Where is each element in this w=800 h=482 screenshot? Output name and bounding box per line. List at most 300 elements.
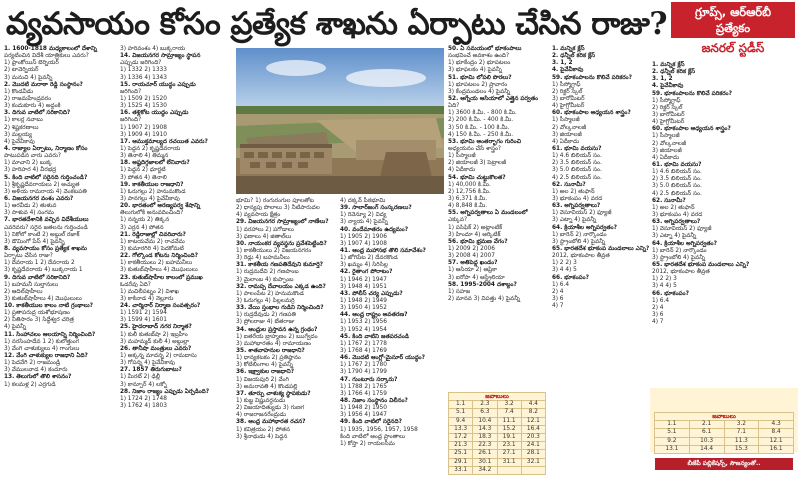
answer-row	[449, 417, 546, 425]
question-line: 1) బహమనీ సుల్తానులు	[4, 281, 59, 288]
answer-cell: 7.4	[497, 409, 521, 417]
question-line: 1) 1509 2) 1520	[120, 95, 167, 102]
question-line: 37. తూర్పు చాళుక్య స్థాపకుడు?	[236, 390, 311, 397]
answer-key-table-2	[654, 412, 794, 454]
question-line: 2012, భూకంపాల తీవ్రత	[652, 269, 710, 276]
question-line: 3) తెనాలి 4) తిమ్మన	[120, 153, 169, 160]
question-line: 3) గోపన్న 4) పైవేవీకావు	[120, 360, 175, 367]
question-line: 3) 1952 4) 1954	[340, 326, 387, 333]
question-line: 3) మైలాంబ 4) కుప్పాంబ	[236, 276, 294, 283]
question-line: 1) పెద్దన 2) ధూర్జటి	[120, 167, 166, 174]
answer-row	[449, 442, 546, 450]
question-line: 1) పెదవేగి 2) రాజమండ్రి	[4, 360, 61, 367]
answer-cell: 11.1	[497, 417, 521, 425]
question-line: 2) నీతిసారం 3) సిద్ధేశ్వర చరిత్ర	[4, 317, 74, 324]
question-line: 3. 1, 2	[552, 60, 573, 67]
answer-cell: 13.1	[655, 445, 690, 453]
question-line: 1) 1332 2) 1333	[120, 67, 167, 74]
answer-row	[655, 437, 794, 445]
question-line: 2) వోల్కనాలజీ	[552, 124, 587, 131]
question-line: 65. భారతదేశ భూకంప మండలాలు ఎన్ని?	[652, 261, 750, 268]
question-line: 4. పైవేవీకావు	[552, 67, 584, 74]
question-line: 63. అగ్నిపర్వతాలు?	[552, 203, 601, 210]
question-line: 2) 12,756 కి.మీ.	[448, 188, 491, 195]
question-line: 3) కుతుబ్‌షాహీలు 4) మొఘలులు	[4, 295, 82, 302]
answer-cell: 5.1	[449, 409, 473, 417]
answer-cell: 10.4	[473, 417, 497, 425]
question-line: 3) కోటిలింగాల 4) పైవన్నీ	[236, 362, 294, 369]
section-label: జనరల్ స్టడీస్	[701, 41, 765, 55]
question-line: 1) రుద్రదేవుడు 2) గణపతి	[236, 312, 296, 319]
question-line: 21. రెడ్డిరాజుల్లో చివరివారు?	[120, 231, 186, 238]
question-line: 1) అక్కన్న మాదన్న 2) రామదాసు	[120, 353, 197, 360]
question-line: 1. మన్నిక క్లేస్	[552, 46, 585, 52]
answer-cell: 33.1	[449, 466, 473, 474]
question-line: 2) శిష్టకరణాలు	[4, 124, 39, 131]
question-line: 1) వెసూవియస్ 2) ఫ్యూజీ	[552, 210, 612, 217]
answer-cell: 26.1	[473, 450, 497, 458]
question-line: 32. రామప్ప దేవాలయం ఎక్కడ ఉంది?	[236, 283, 326, 290]
question-line: 3) ఓరుగల్లు 4) పిల్లలమర్రి	[236, 297, 295, 304]
answer-row	[449, 458, 546, 466]
answer-cell: 23.1	[497, 442, 521, 450]
question-line: 3) వేములవాడ 4) కందూరు	[4, 367, 68, 374]
question-line: 3) 6,371 కి.మీ.	[448, 195, 488, 202]
answer-cell: 14.4	[689, 445, 724, 453]
answer-cell: 7.1	[724, 429, 759, 437]
question-line: 1) సీస్మాలజీ	[552, 117, 580, 124]
question-line: 2) రిక్టర్ స్కేల్	[652, 104, 683, 111]
question-line: ఏర్పాటు చేసిన రాజు?	[4, 253, 53, 260]
question-line: 1) కాకతీయులు 2) విజయనగరం	[236, 247, 312, 254]
question-line: 4) 8,848 కి.మీ.	[448, 203, 488, 210]
question-line: 64. క్రియాశీల అగ్నిపర్వతం?	[552, 224, 617, 231]
question-line: 3) మల్లయ్య	[4, 131, 33, 138]
question-line: 3) హిందూ 4) ఆర్కిటిక్	[448, 231, 501, 238]
question-line: 3) 6	[552, 295, 564, 302]
answer-cell: 12.1	[759, 437, 794, 445]
question-line: 8. వ్యవసాయం కోసం ప్రత్యేక శాఖను	[4, 245, 87, 252]
question-line: 3) మనుచి 4) పైవన్నీ	[4, 74, 53, 81]
answer-cell: 28.1	[521, 450, 545, 458]
answer-cell: 20.3	[521, 434, 545, 442]
question-line: 3) 1336 4) 1343	[120, 74, 167, 81]
question-line: 10. కాకతీయుల కాలం నాటి గ్రంథాలు?	[4, 303, 93, 310]
question-line: 2) 3.5 బిలియన్ సం.	[552, 160, 602, 167]
answer-cell: 19.1	[497, 434, 521, 442]
question-line: 3) 4 4) 5	[552, 267, 577, 274]
question-line: 55. అగ్నిపర్వతాలు ఏ మండలంలో	[448, 210, 528, 217]
question-line: 3) 6	[652, 311, 664, 318]
question-line: ఎవరెవరు? సరైన జతలను గుర్తించండి	[4, 224, 88, 231]
question-line: 1) 3600 కి.మీ. - 800 కి.మీ.	[448, 110, 517, 117]
question-line: 2) రిక్టర్ స్కేల్	[552, 88, 583, 95]
question-line: 1) విజయపురి 2) వేంగి	[236, 376, 289, 383]
question-line: 1) ఆసియా 2) ఆఫ్రికా	[448, 267, 498, 274]
question-line: 2) 4	[552, 288, 564, 295]
question-line: 39. సాలార్‌జంగ్ సంస్కరణలు?	[340, 205, 412, 212]
question-line: 2) టావెర్నియర్	[4, 67, 39, 74]
question-line: 18. అష్టదిగ్గజాలలో లేనివారు?	[120, 160, 190, 167]
question-line: 3) బారోమీటర్	[552, 95, 585, 102]
answer-cell: 27.1	[497, 450, 521, 458]
question-line: ఏది?	[448, 103, 460, 110]
question-line: 22. గోల్కొండ కోటను నిర్మించింది?	[120, 253, 199, 260]
answer-cell: 1.1	[449, 401, 473, 409]
question-line: 3) ఎట్నా 4) పైవన్నీ	[552, 217, 597, 224]
question-line: 2) 3.5 బిలియన్ సం.	[652, 176, 702, 183]
question-line: 62. సునామీ?	[652, 197, 686, 204]
question-line: 3) కృష్ణదేవరాయ 4) బుక్కరాయ 1	[4, 267, 83, 274]
question-line: 1) 1953 2) 1956	[340, 319, 387, 326]
answer-row	[655, 445, 794, 453]
question-line: 26. తానీషా మంత్రులు ఎవరు?	[120, 345, 192, 352]
question-line: 1) బారెన్ 2) నార్కొండం	[652, 247, 707, 254]
headline: వ్యవసాయం కోసం ప్రత్యేక శాఖను ఏర్పాటు చేసిన రాజు?	[6, 6, 668, 42]
question-line: 1) ధాన్యకటకం 2) ప్రతిష్ఠానం	[236, 355, 301, 362]
answer-cell: 3.2	[497, 401, 521, 409]
answer-key-title: జవాబులు	[449, 393, 546, 401]
question-line: 2) రాజమహేంద్రవరం	[4, 95, 52, 102]
question-line: 1) మాచాని 2) బుక్క	[4, 160, 52, 167]
question-line: 40. వందేమాతరం ఉద్యమం?	[340, 226, 409, 233]
question-line: 1) ఐతరేయ బ్రాహ్మణం 2) ఋగ్వేదం	[236, 333, 318, 340]
question-line: 3) బారోమీటర్	[652, 111, 685, 118]
question-line: 1) కాటయవేమ 2) రాచవేమ	[120, 238, 185, 245]
answer-cell: 1.1	[655, 421, 690, 429]
question-line: ఎక్కువ?	[448, 217, 468, 224]
question-line: ఓడరేవు ఏది?	[120, 281, 151, 288]
question-line: 4) వ్యవసాయ క్షేత్రం	[236, 212, 281, 219]
answer-cell: 30.1	[473, 458, 497, 466]
question-line: 2) జియాలజీ 3) పెట్రాలజీ	[448, 160, 507, 167]
question-line: 52. ఆగ్నేయ ఆసియాలో ఎత్తైన పర్వతం	[448, 95, 539, 102]
question-line: 35. శాతవాహనుల రాజధాని?	[236, 347, 305, 354]
question-line: 3) 1956 4) 1947	[340, 412, 387, 419]
answer-cell: 8.4	[759, 429, 794, 437]
question-line: 1) మచిలీపట్నం 2) విశాఖ	[120, 288, 180, 295]
question-line: 1) 1591 2) 1594	[120, 310, 167, 317]
question-line: 3) రెడ్లు 4) బహమనీలు	[236, 255, 290, 262]
question-column-7	[652, 62, 798, 386]
question-line: 7. భారతదేశానికి వచ్చిన విదేశీయులు	[4, 217, 89, 224]
question-line: 1) 1905 2) 1906	[340, 233, 387, 240]
question-line: 41. ఆంధ్ర మహాసభ తొలి సమావేశం?	[340, 247, 426, 254]
question-line: 4) 7	[552, 303, 564, 310]
answer-row	[655, 429, 794, 437]
question-line: 30. నాయంకర వ్యవస్థను ప్రవేశపెట్టింది?	[236, 240, 327, 247]
question-line: ఎప్పుడు జరిగింది?	[120, 60, 162, 67]
question-line: 4) 2.5 బిలియన్ సం.	[552, 174, 602, 181]
question-line: 1) ఫ్రాంకోయిస్ బెర్నియర్	[4, 60, 59, 67]
answer-cell: 12.1	[521, 417, 545, 425]
question-line: 28. నిజాం రాజ్యం ఎప్పుడు ఏర్పడింది?	[120, 388, 210, 395]
question-line: 1) కవిత్రయం 2) పోతన	[236, 426, 290, 433]
question-line: 1) 1948 2) 1949	[340, 297, 387, 304]
question-line: 3) మహమ్మద్ కులీ 4) అబ్దుల్లా	[120, 338, 190, 345]
question-line: 64. క్రియాశీల అగ్నిపర్వతం?	[652, 240, 717, 247]
question-line: 1) పెద్దన 2) కృష్ణదేవరాయ	[120, 145, 181, 152]
question-line: 14. విజయనగర సామ్రాజ్యం స్థాపన	[120, 53, 201, 60]
question-line: 3) 1525 4) 1530	[120, 103, 167, 110]
answer-key-title: జవాబులు	[655, 413, 794, 421]
question-column-4	[340, 198, 444, 447]
answer-cell: 11.3	[724, 437, 759, 445]
question-line: 1) కలమళ్ల 2) ఎర్రగుడి	[4, 381, 56, 388]
answer-cell: 16.4	[521, 425, 545, 433]
question-line: 61. భూమి వయసు?	[652, 161, 702, 168]
question-line: 3) సాళువ 4) సంగమ	[4, 210, 54, 217]
question-line: 1) వెసూవియస్ 2) ఫ్యూజీ	[652, 226, 712, 233]
answer-cell: 31.1	[497, 458, 521, 466]
question-line: 1) 1724 2) 1748	[120, 395, 167, 402]
question-line: 4. పైవేవీకావు	[652, 83, 684, 90]
question-line: 3) స్ట్రాంబోలి 4) పైవన్నీ	[552, 238, 606, 245]
question-line: 20. భారతంలో అరణ్యపర్వ శేషాన్ని	[120, 203, 201, 210]
answer-cell: 15.3	[724, 445, 759, 453]
question-line: 1) 6.4	[552, 281, 570, 288]
question-line: 4) ఏదీకాదు	[448, 167, 476, 174]
answer-cell: 9.2	[655, 437, 690, 445]
question-line: 3) అళియ రామరాయ 4) వెంకటపతి	[4, 188, 87, 195]
question-line: 3) 5.0 బిలియన్ సం.	[652, 183, 702, 190]
question-line: 53. భూమి అంతర్భాగం గురించి	[448, 138, 522, 145]
answer-row	[449, 425, 546, 433]
question-line: 1) 4.6 బిలియన్ సం.	[652, 169, 702, 176]
question-line: 1) దేవరాయ 1 2) దేవరాయ 2	[4, 260, 75, 267]
question-line: 1) నికోలో కాంటి 2) అబ్దుల్ రజాక్	[4, 231, 80, 238]
question-line: 1) రుద్రమదేవి 2) గణపాంబ	[236, 269, 299, 276]
question-line: సంభవించే అవకాశం ఉంది?	[448, 53, 510, 60]
question-line: 12. వేంగి చాళుక్యుల రాజధాని ఏది?	[4, 353, 88, 360]
question-line: 59. భూకంపాలను కొలిచే పరికరం?	[552, 74, 632, 81]
question-line: 57. అతిపెద్ద ఖండం?	[448, 260, 498, 267]
question-line: 58. 1995-2004 దశాబ్దం?	[448, 281, 517, 288]
question-line: 13. తెలుగులో తొలి శాసనం?	[4, 374, 72, 381]
answer-cell: 25.1	[449, 450, 473, 458]
question-line: 1) కులీ కుతుబ్‌షా 2) ఇబ్రహీం	[120, 331, 188, 338]
question-line: 9. దిగువ వాటిలో సరికానిది?	[4, 274, 71, 281]
question-line: 66. భూకంపం?	[652, 290, 689, 297]
question-line: 3) హరివంశం 4) బుక్కరాయ	[120, 46, 186, 52]
historic-site-image	[236, 48, 444, 194]
question-line: 3) పోతన 4) తెనాలి	[120, 174, 167, 181]
answer-cell: 3.2	[724, 421, 759, 429]
question-line: 47. గుంటూరు సర్కారు?	[340, 376, 398, 383]
answer-cell: 4.3	[759, 421, 794, 429]
question-line: 1) 1935, 1956, 1957, 1958	[340, 426, 418, 433]
question-line: 4) ఏదీకాదు	[652, 154, 680, 161]
question-line: 3) ప్రోలరాజు 4) బేతరాజు	[236, 319, 295, 326]
question-line: 2) వోల్కనాలజీ	[652, 140, 687, 147]
question-line: 51. భూమి లోపలి పొరలు?	[448, 74, 512, 81]
question-line: 3) భూకంపం 4) వరద	[552, 195, 603, 202]
question-line: 3) కాన్పూర్ 4) లక్నో	[120, 381, 167, 388]
question-line: 62. సునామీ?	[552, 181, 586, 188]
question-line: 1) నరసింహదేవ 1 2) కులోత్తుంగ	[4, 338, 80, 345]
answer-key-table-1	[448, 392, 546, 475]
question-line: 43. పోలీస్ చర్య ఎప్పుడు?	[340, 290, 403, 297]
question-line: 1) 2 2) 3	[652, 276, 677, 283]
answer-cell: 22.3	[473, 442, 497, 450]
answer-cell: 6.3	[473, 409, 497, 417]
question-line: 3) కాకినాడ 4) నెల్లూరు	[120, 295, 174, 302]
question-line: 3) 1950 4) 1952	[340, 305, 387, 312]
question-line: 16. తళ్లికోట యుద్ధం ఎప్పుడు	[120, 110, 189, 117]
question-line: 3) ఎర్రన 4) పోతన	[120, 224, 164, 231]
question-line: 65. భారతదేశ భూకంప మండలాలు ఎన్ని?	[552, 245, 650, 252]
question-line: 4) దక్కన్ పీఠభూమి	[340, 198, 386, 204]
question-column-6	[552, 46, 650, 386]
question-line: 3) 1768 4) 1769	[340, 347, 387, 354]
question-line: 2) మానవ 3) విపత్తు 4) పైవన్నీ	[448, 295, 521, 302]
question-line: 4) పైవన్నీ	[4, 324, 27, 331]
answer-row	[449, 434, 546, 442]
question-line: 1) రెవెన్యూ 2) విద్య	[340, 212, 387, 219]
question-line: 1) సీస్మోగ్రాఫ్	[552, 81, 581, 88]
answer-cell: 16.1	[759, 445, 794, 453]
question-line: 1) శ్రీకృష్ణదేవరాయలు 2) అచ్యుత	[4, 181, 80, 188]
question-line: 44. ఆంధ్ర రాష్ట్రం అవతరణ?	[340, 312, 408, 319]
question-line: 1) మీరట్ 2) ఢిల్లీ	[120, 374, 161, 381]
question-line: 3) హరిహర 4) వీరభద్ర	[4, 167, 57, 174]
question-line: 4) హైగ్రోమీటర్	[552, 103, 585, 110]
question-line: 1) సీస్మోగ్రాఫ్	[652, 97, 681, 104]
question-line: 4) 150 కి.మీ. - 250 కి.మీ.	[448, 131, 514, 138]
question-line: 33. వేయి స్తంభాల గుడిని నిర్మించింది?	[236, 305, 324, 312]
question-column-3	[236, 198, 336, 476]
question-line: 1) అల 2) తుఫాన్	[552, 188, 595, 195]
question-line: 3) కందుకూరు 4) అద్దంకి	[4, 103, 61, 110]
question-line: 1. మన్నిక క్లేస్	[652, 62, 685, 68]
question-line: 3) న్యాయ 4) పైవన్నీ	[340, 219, 388, 226]
question-line: 3) శ్రీనాథుడు 4) పెద్దన	[236, 433, 288, 440]
question-line: 66. భూకంపం?	[552, 274, 589, 281]
question-line: 2) 4	[652, 304, 664, 311]
question-line: 1) 4.6 బిలియన్ సం.	[552, 153, 602, 160]
answer-cell: 15.2	[497, 425, 521, 433]
question-line: 17. ఆముక్తమాల్యద రచయిత ఎవరు?	[120, 138, 208, 145]
question-line: జరిగింది?	[120, 117, 142, 124]
question-line: 3) 1948 4) 1951	[340, 283, 387, 290]
question-line: 3) 1766 4) 1759	[340, 390, 387, 397]
answer-cell: 2.3	[473, 401, 497, 409]
question-line: 15. రాయచూర్ యుద్ధం ఎప్పుడు	[120, 81, 196, 88]
question-line: పర్యటించిన విదేశీ యాత్రికులు ఎవరు?	[4, 53, 89, 60]
question-line: 4. రాజ్యాల ఏర్పాటు, నిర్మాణం కోసం	[4, 145, 88, 152]
answer-row	[449, 450, 546, 458]
question-line: 60. భూకంపాల అధ్యయన శాస్త్రం?	[652, 126, 731, 133]
question-line: 31. కాకతీయ గణపతిదేవుని కుమార్తె?	[236, 262, 323, 269]
question-line: 60. భూకంపాల అధ్యయన శాస్త్రం?	[552, 110, 631, 117]
question-line: భూమి? 1) రంగురంగుల పూలతోట	[236, 198, 315, 204]
answer-cell	[521, 466, 545, 474]
question-line: 23. కుతుబ్‌షాహీల కాలంలో ప్రముఖ	[120, 274, 203, 281]
question-line: 1) ఓరుగల్లు 2) హనుమకొండ	[120, 188, 186, 195]
question-line: 3) జియాలజీ	[652, 147, 682, 154]
question-line: 42. రైతాంగ పోరాటం?	[340, 269, 393, 276]
question-line: 4) రాజరాజనరేంద్రుడు	[236, 412, 286, 419]
question-line: 1) 40,000 కి.మీ.	[448, 181, 491, 188]
question-line: 3) డొమింగో పేస్ 4) పైవన్నీ	[4, 238, 65, 245]
question-line: 1) భూపటలం 2) ప్రావారం	[448, 81, 508, 88]
question-line: 1) సీస్మాలజీ	[448, 153, 476, 160]
question-line: 2. ధన్నీల్ కరిక క్లేస్	[552, 53, 596, 60]
question-line: 3) ఖమ్మం 4) సిరిసిల్ల	[340, 262, 388, 269]
question-line: 1) 2 2) 3	[552, 260, 577, 267]
question-line: 3) కుతుబ్‌షాహీలు 4) మొఘలులు	[120, 267, 198, 274]
answer-row	[449, 466, 546, 474]
question-line: 56. భూమి భ్రమణ వేగం?	[448, 238, 508, 245]
question-line: 1) నన్నయ 2) తిక్కన	[120, 217, 170, 224]
question-line: 3) అమరావతి 4) కొండపల్లి	[236, 383, 298, 390]
question-line: 54. భూమి చుట్టుకొలత?	[448, 174, 506, 181]
question-line: 1) 1946 2) 1947	[340, 276, 387, 283]
answer-cell: 9.4	[449, 417, 473, 425]
question-line: 2) ఆదిల్‌షాహీలు	[4, 288, 43, 295]
question-line: 63. అగ్నిపర్వతాలు?	[652, 219, 701, 226]
question-line: 2. మొదటి మరాఠా రెడ్డి సంస్థానం?	[4, 81, 83, 88]
question-line: 1) వరహాలు 2) పగోడాలు	[236, 226, 294, 233]
question-line: 46. మొదటి ఆంగ్లో-మైసూర్ యుద్ధం?	[340, 355, 425, 362]
question-line: 3) 1599 4) 1601	[120, 317, 167, 324]
question-line: 25. హైదరాబాద్ నగర నిర్మాత?	[120, 324, 192, 331]
answer-cell: 24.1	[521, 442, 545, 450]
answer-cell	[497, 466, 521, 474]
publisher-credit: బీజేపీ పబ్లికేషన్స్, సౌజన్యంతో..	[655, 458, 793, 470]
question-line: 3) 1907 4) 1908	[340, 240, 387, 247]
question-line: 1) అల 2) తుఫాన్	[652, 204, 695, 211]
question-line: 4) హైగ్రోమీటర్	[652, 119, 685, 126]
question-line: 3) 1909 4) 1910	[120, 131, 167, 138]
question-line: 2) ధాన్యపు పొలాలు 3) నీటిపారుదల	[236, 205, 320, 212]
question-line: 1) కాకతీయులు 2) బహమనీలు	[120, 260, 193, 267]
question-line: 19. కాకతీయుల రాజధాని?	[120, 181, 184, 188]
answer-cell: 5.1	[655, 429, 690, 437]
question-line: 4) 2.5 బిలియన్ సం.	[652, 190, 702, 197]
question-line: 1) బారెన్ 2) నార్కొండం	[552, 231, 607, 238]
question-column-1	[4, 46, 116, 476]
question-line: 3) కేంద్రమండలం 4) పైవన్నీ	[448, 88, 511, 95]
question-line: 3) ఐరోపా 4) ఆస్ట్రేలియా	[448, 274, 505, 281]
question-line: 1. 1600-1818 మధ్యకాలంలో దేశాన్ని	[4, 46, 97, 52]
answer-cell: 10.3	[689, 437, 724, 445]
question-line: 1) జోగిపేట 2) దేవరకొండ	[340, 255, 398, 262]
question-line: 29. విజయనగర సామ్రాజ్యంలో నాణేలు?	[236, 219, 329, 226]
question-line: 2) విజయాదిత్యుడు 3) గుణగ	[236, 405, 305, 412]
question-line: 3) జియాలజీ	[552, 131, 582, 138]
question-line: 3) 1762 4) 1803	[120, 403, 167, 410]
question-line: 5. కింది వాటిలో సరైనది గుర్తించండి?	[4, 174, 88, 181]
question-line: 1) 1948 2) 1950	[340, 405, 387, 412]
answer-cell: 32.1	[521, 458, 545, 466]
answer-cell: 18.3	[473, 434, 497, 442]
question-line: 1) కుబ్జ విష్ణువర్ధనుడు	[236, 397, 286, 404]
question-line: 1) 1767 2) 1778	[340, 340, 387, 347]
question-line: 2) 200 కి.మీ. - 400 కి.మీ.	[448, 117, 514, 124]
question-line: 3) స్ట్రాంబోలి 4) పైవన్నీ	[652, 254, 706, 261]
answer-cell: 14.3	[473, 425, 497, 433]
question-line: జరిగింది?	[120, 88, 142, 95]
answer-cell: 34.2	[473, 466, 497, 474]
answer-cell: 6.1	[689, 429, 724, 437]
question-line: 2012, భూకంపాల తీవ్రత	[552, 253, 610, 260]
question-line: 1) 1767 2) 1780	[340, 362, 387, 369]
question-line: 3) భూఫలకం 4) పైవన్నీ	[448, 67, 502, 74]
question-line: 1) కొండవీడు	[4, 88, 34, 95]
question-line: 36. ఇక్ష్వాకుల రాజధాని?	[236, 369, 295, 376]
question-line: 1) ప్రతాపరుద్ర యశోభూషణం	[4, 310, 70, 317]
